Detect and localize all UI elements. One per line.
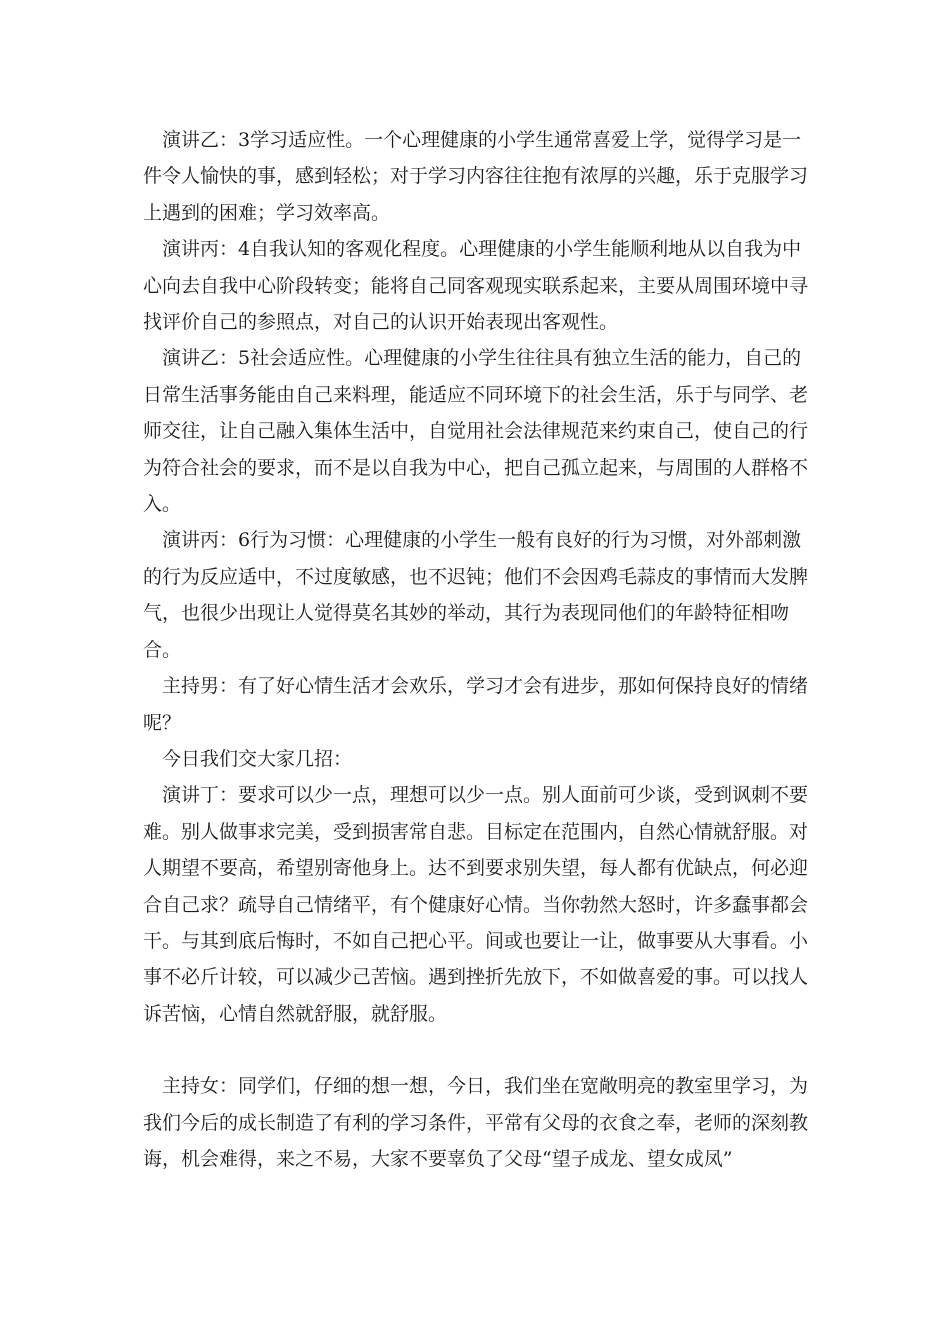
paragraph: 演讲丙：4自我认知的客观化程度。心理健康的小学生能顺利地从以自我为中心向去自我中心阶段转变；能将自己同客观现实联系起来，主要从周围环境中寻找评价自己的参照点，对自己的认识开始表现出客观性。 — [143, 238, 809, 334]
paragraph: 今日我们交大家几招： — [162, 747, 353, 770]
paragraph: 演讲丙：6行为习惯：心理健康的小学生一般有良好的行为习惯，对外部刺激的行为反应适中，不过度敏感，也不迟钝；他们不会因鸡毛蒜皮的事情而大发脾气，也很少出现让人觉得莫名其妙的举动，其行为表现同他们的年龄特征相吻合。 — [143, 529, 809, 661]
document-body — [143, 122, 813, 1177]
paragraph: 演讲乙：5社会适应性。心理健康的小学生往往具有独立生活的能力，自己的日常生活事务能由自己来料理，能适应不同环境下的社会生活，乐于与同学、老师交往，让自己融入集体生活中，自觉用社会法律规范来约束自己，使自己的行为符合社会的要求，而不是以自我为中心，把自己孤立起来，与周围的人群格不入。 — [143, 347, 809, 516]
paragraph: 主持男：有了好心情生活才会欢乐，学习才会有进步，那如何保持良好的情绪呢？ — [143, 675, 809, 734]
paragraph-spacer — [143, 1032, 813, 1068]
paragraph: 主持女：同学们，仔细的想一想，今日，我们坐在宽敞明亮的教室里学习，为我们今后的成长制造了有利的学习条件，平常有父母的衣食之奉，老师的深刻教诲，机会难得，来之不易，大家不要辜负了父母“望子成龙、望女成凤” — [143, 1075, 809, 1170]
paragraph: 演讲丁：要求可以少一点，理想可以少一点。别人面前可少谈，受到讽刺不要难。别人做事求完美，受到损害常自悲。目标定在范围内，自然心情就舒服。对人期望不要高，希望别寄他身上。达不到要求别失望，每人都有优缺点，何必迎合自己求？疏导自己情绪平，有个健康好心情。当你勃然大怒时，许多蠢事都会干。与其到底后悔时，不如自己把心平。间或也要让一让，做事要从大事看。小事不必斤计较，可以减少己苦恼。遇到挫折先放下，不如做喜爱的事。可以找人诉苦恼，心情自然就舒服，就舒服。 — [143, 784, 809, 1025]
paragraph: 演讲乙：3学习适应性。一个心理健康的小学生通常喜爱上学，觉得学习是一件令人愉快的事，感到轻松；对于学习内容往往抱有浓厚的兴趣，乐于克服学习上遇到的困难；学习效率高。 — [143, 129, 809, 224]
